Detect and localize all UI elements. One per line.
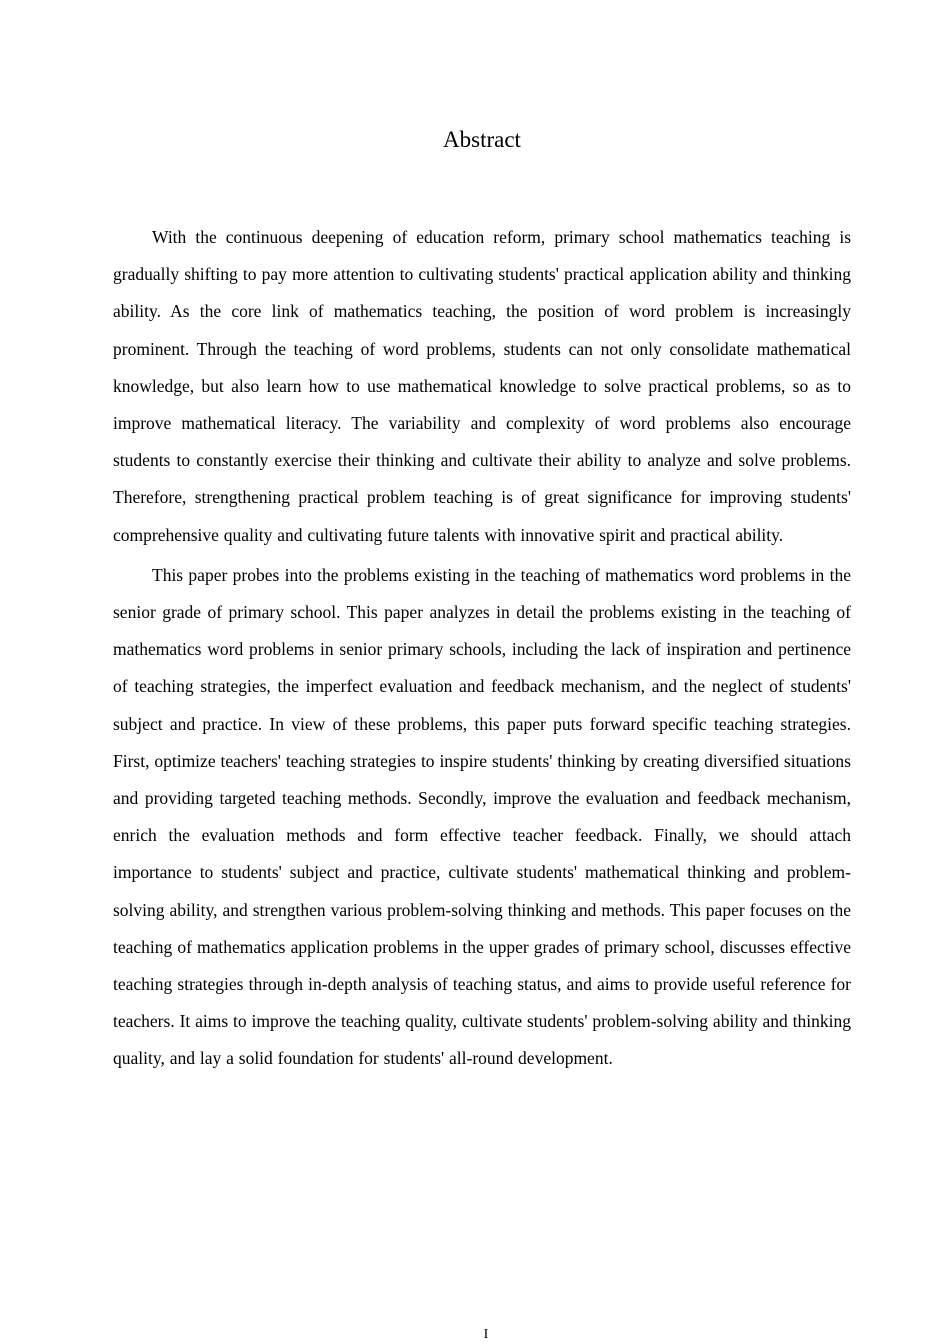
page-number: I bbox=[483, 1327, 489, 1342]
abstract-paragraph-2: This paper probes into the problems existing in the teaching of mathematics word problems in the senior grade of primary school. This paper analyzes in detail the problems existing in the teaching of mathematics word problems in senior primary schools, including the lack of inspiration and pertinence of teaching strategies, the imperfect evaluation and feedback mechanism, and the neglect of students' subject and practice. In view of these problems, this paper puts forward specific teaching strategies. First, optimize teachers' teaching strategies to inspire students' thinking by creating diversified situations and providing targeted teaching methods. Secondly, improve the evaluation and feedback mechanism, enrich the evaluation methods and form effective teacher feedback. Finally, we should attach importance to students' subject and practice, cultivate students' mathematical thinking and problem-solving ability, and strengthen various problem-solving thinking and methods. This paper focuses on the teaching of mathematics application problems in the upper grades of primary school, discusses effective teaching strategies through in-depth analysis of teaching status, and aims to provide useful reference for teachers. It aims to improve the teaching quality, cultivate students' problem-solving ability and thinking quality, and lay a solid foundation for students' all-round development. bbox=[113, 564, 852, 1069]
abstract-paragraph-1: With the continuous deepening of education reform, primary school mathematics teaching is gradually shifting to pay more attention to cultivating students' practical application ability and thinking ability. As the core link of mathematics teaching, the position of word problem is increasingly prominent. Through the teaching of word problems, students can not only consolidate mathematical knowledge, but also learn how to use mathematical knowledge to solve practical problems, so as to improve mathematical literacy. The variability and complexity of word problems also encourage students to constantly exercise their thinking and cultivate their ability to analyze and solve problems. Therefore, strengthening practical problem teaching is of great significance for improving students' comprehensive quality and cultivating future talents with innovative spirit and practical ability. bbox=[113, 227, 851, 545]
abstract-body bbox=[113, 219, 851, 1081]
abstract-title: Abstract bbox=[443, 127, 521, 152]
